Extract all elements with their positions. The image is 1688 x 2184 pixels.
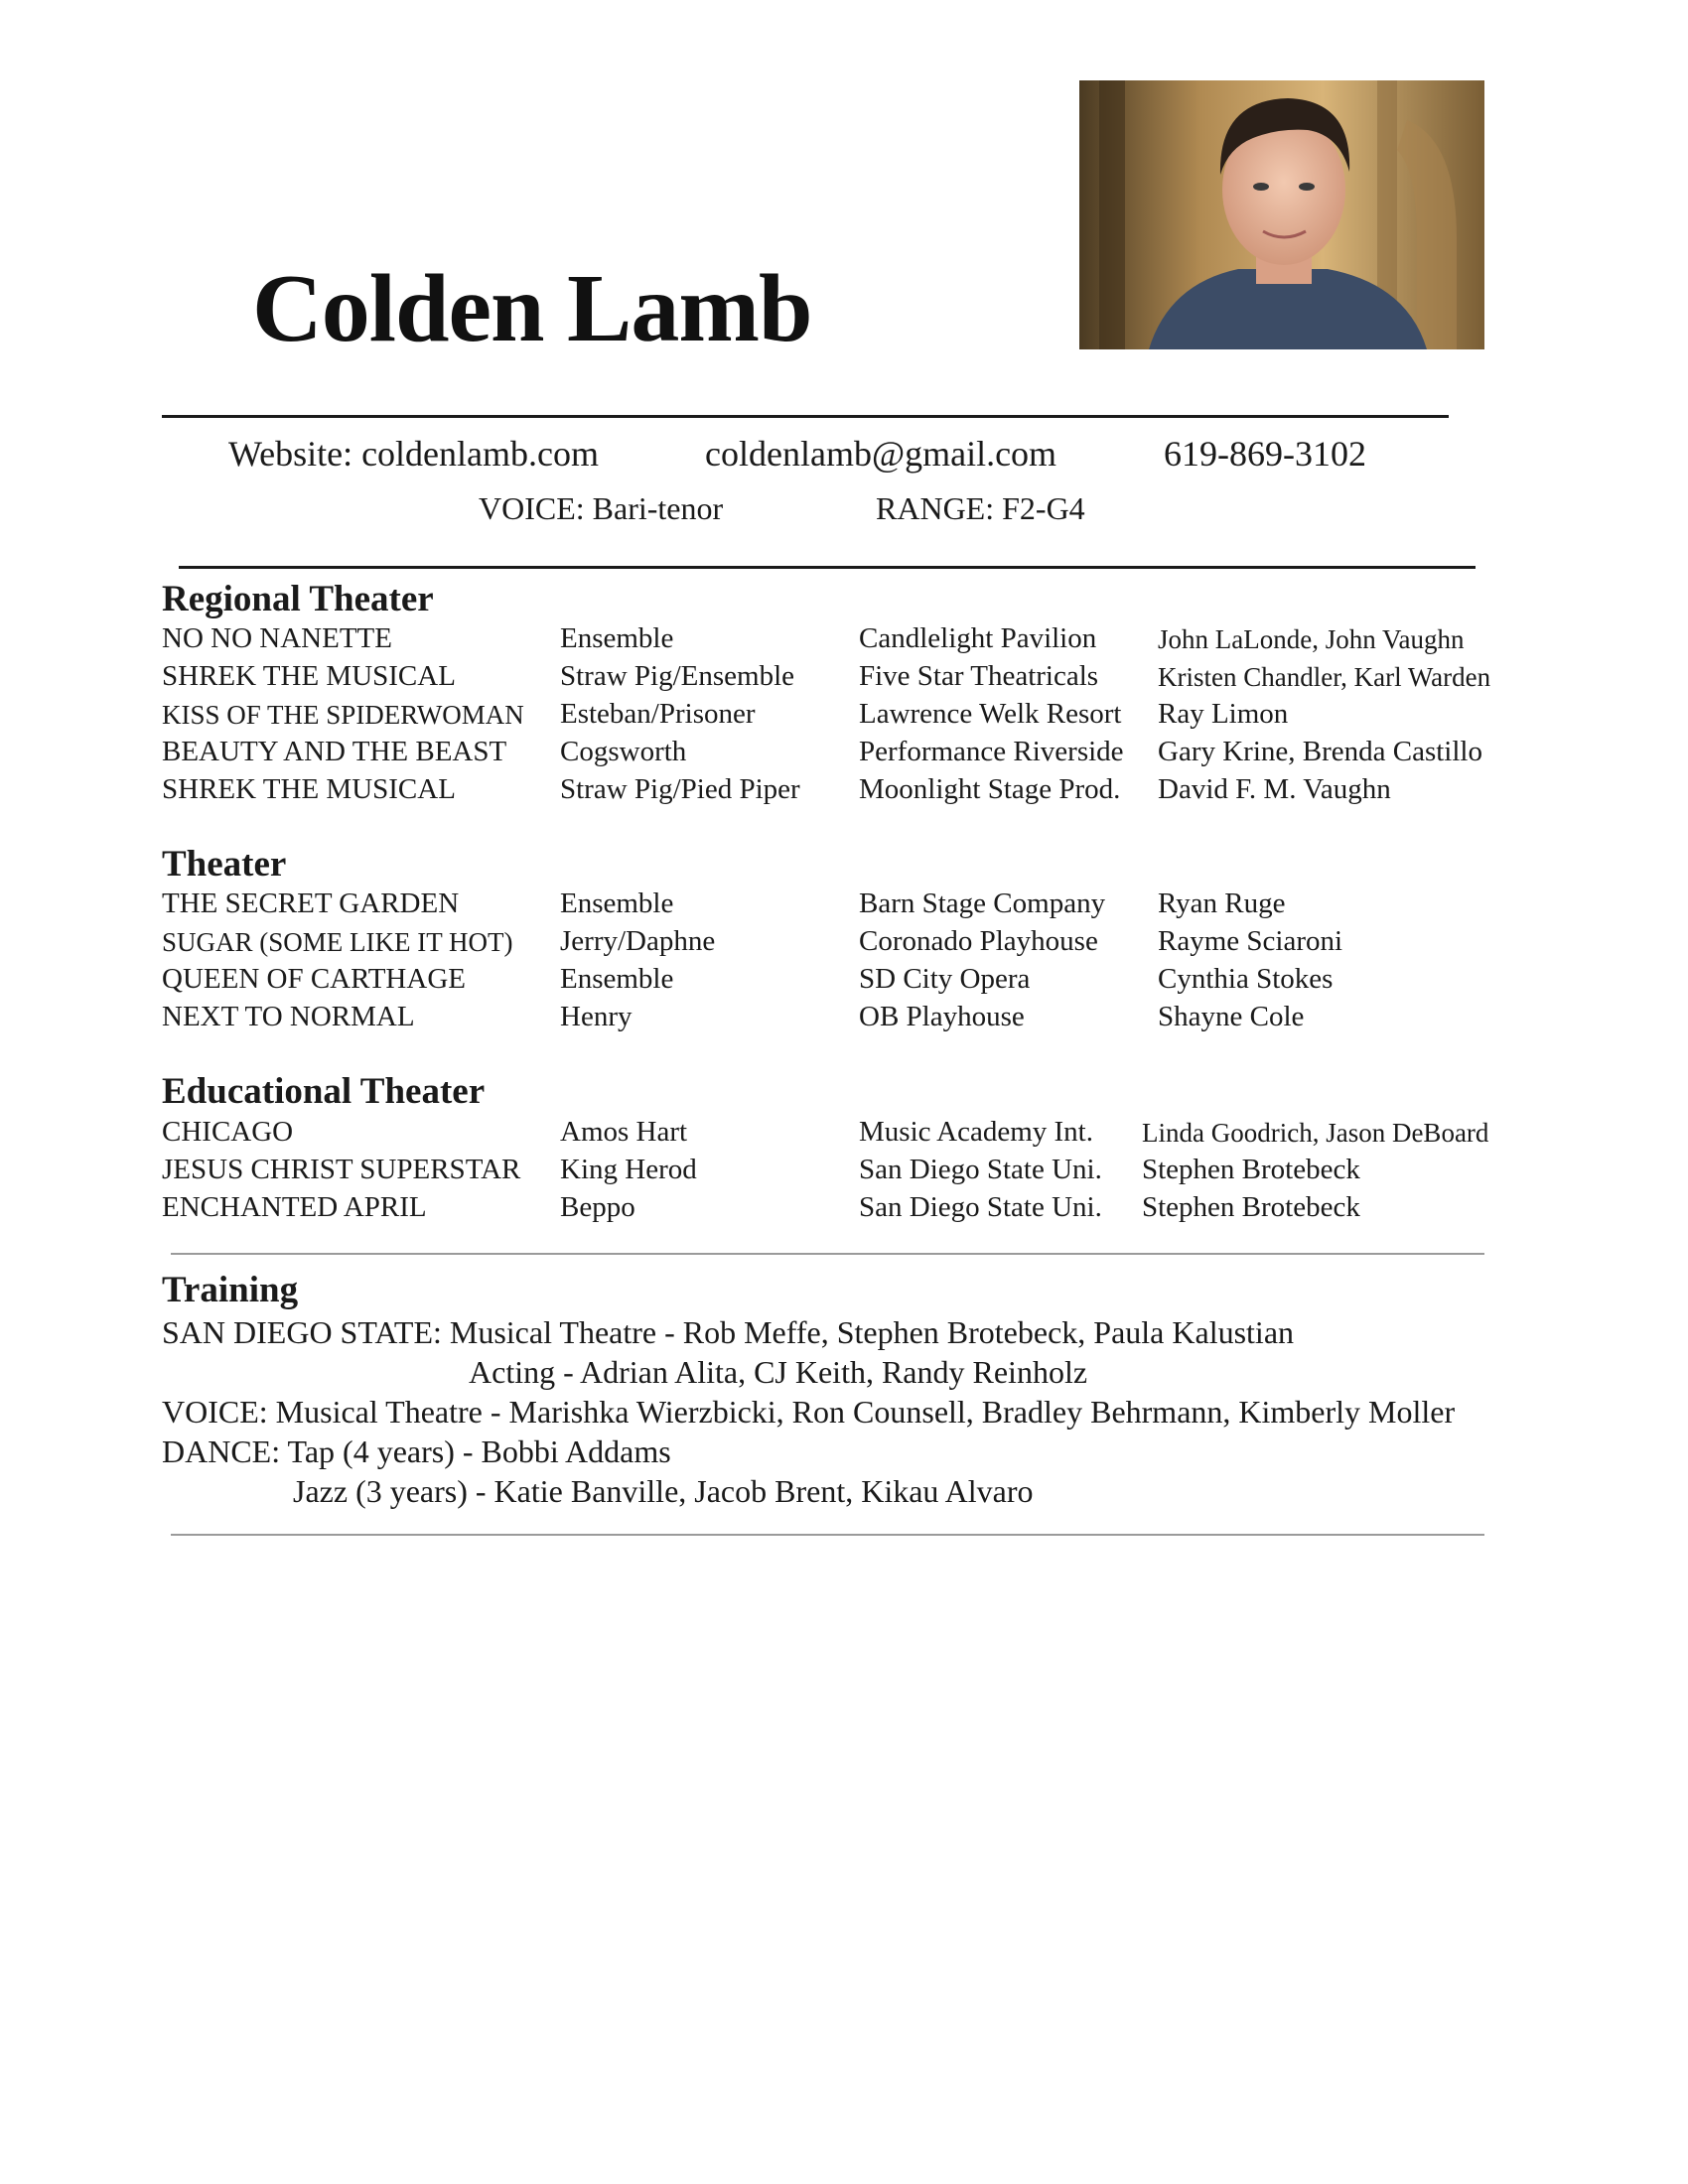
cell-show-title: CHICAGO bbox=[162, 1116, 294, 1148]
voice-type-text: VOICE: Bari-tenor bbox=[479, 490, 724, 526]
cell-company: Moonlight Stage Prod. bbox=[859, 773, 1121, 805]
cell-show-title: SHREK THE MUSICAL bbox=[162, 773, 456, 805]
cell-show-title: NO NO NANETTE bbox=[162, 622, 392, 654]
cell-company: San Diego State Uni. bbox=[859, 1191, 1102, 1223]
training-line: VOICE: Musical Theatre - Marishka Wierzbicki, Ron Counsell, Bradley Behrmann, Kimberly Moller bbox=[162, 1394, 1456, 1430]
divider bbox=[171, 1253, 1484, 1255]
cell-company: Coronado Playhouse bbox=[859, 925, 1098, 957]
cell-show-title: JESUS CHRIST SUPERSTAR bbox=[162, 1154, 521, 1185]
cell-role: Straw Pig/Pied Piper bbox=[560, 773, 800, 805]
cell-director: Ryan Ruge bbox=[1158, 887, 1286, 919]
cell-role: Esteban/Prisoner bbox=[560, 698, 756, 730]
section-title-theater: Theater bbox=[162, 844, 287, 885]
cell-show-title: SHREK THE MUSICAL bbox=[162, 660, 456, 692]
training-line: Acting - Adrian Alita, CJ Keith, Randy Reinholz bbox=[469, 1354, 1088, 1390]
training-line: Jazz (3 years) - Katie Banville, Jacob Brent, Kikau Alvaro bbox=[293, 1473, 1034, 1509]
cell-show-title: QUEEN OF CARTHAGE bbox=[162, 963, 466, 995]
training-line: DANCE: Tap (4 years) - Bobbi Addams bbox=[162, 1433, 671, 1469]
cell-director: Kristen Chandler, Karl Warden bbox=[1158, 662, 1491, 692]
cell-company: OB Playhouse bbox=[859, 1001, 1025, 1032]
cell-show-title: SUGAR (SOME LIKE IT HOT) bbox=[162, 927, 513, 957]
divider bbox=[171, 1534, 1484, 1536]
cell-company: Candlelight Pavilion bbox=[859, 622, 1097, 654]
email-text: coldenlamb@gmail.com bbox=[705, 434, 1057, 474]
cell-director: Ray Limon bbox=[1158, 698, 1289, 730]
cell-company: Lawrence Welk Resort bbox=[859, 698, 1122, 730]
cell-role: Ensemble bbox=[560, 963, 674, 995]
cell-director: Shayne Cole bbox=[1158, 1001, 1305, 1032]
cell-role: King Herod bbox=[560, 1154, 697, 1185]
cell-show-title: ENCHANTED APRIL bbox=[162, 1191, 427, 1223]
section-title-regional: Regional Theater bbox=[162, 579, 434, 619]
section-title-training: Training bbox=[162, 1270, 299, 1310]
cell-director: Stephen Brotebeck bbox=[1142, 1191, 1360, 1223]
cell-director: Gary Krine, Brenda Castillo bbox=[1158, 736, 1482, 767]
cell-director: Stephen Brotebeck bbox=[1142, 1154, 1360, 1185]
phone-text: 619-869-3102 bbox=[1164, 434, 1366, 474]
cell-director: John LaLonde, John Vaughn bbox=[1158, 624, 1465, 654]
cell-show-title: NEXT TO NORMAL bbox=[162, 1001, 415, 1032]
cell-director: Rayme Sciaroni bbox=[1158, 925, 1343, 957]
cell-company: SD City Opera bbox=[859, 963, 1031, 995]
page-title: Colden Lamb bbox=[252, 255, 812, 362]
cell-company: Barn Stage Company bbox=[859, 887, 1106, 919]
cell-company: Five Star Theatricals bbox=[859, 660, 1099, 692]
cell-show-title: THE SECRET GARDEN bbox=[162, 887, 460, 919]
range-text: RANGE: F2-G4 bbox=[876, 490, 1085, 526]
cell-company: Music Academy Int. bbox=[859, 1116, 1093, 1148]
headshot-photo bbox=[1079, 80, 1484, 349]
cell-director: Cynthia Stokes bbox=[1158, 963, 1334, 995]
cell-director: Linda Goodrich, Jason DeBoard bbox=[1142, 1118, 1489, 1148]
cell-show-title: BEAUTY AND THE BEAST bbox=[162, 736, 507, 767]
cell-company: San Diego State Uni. bbox=[859, 1154, 1102, 1185]
training-line: SAN DIEGO STATE: Musical Theatre - Rob Meffe, Stephen Brotebeck, Paula Kalustian bbox=[162, 1314, 1295, 1350]
section-title-educational: Educational Theater bbox=[162, 1071, 486, 1112]
cell-role: Ensemble bbox=[560, 887, 674, 919]
cell-role: Cogsworth bbox=[560, 736, 687, 767]
cell-role: Amos Hart bbox=[560, 1116, 688, 1148]
cell-director: David F. M. Vaughn bbox=[1158, 773, 1391, 805]
divider bbox=[179, 566, 1476, 569]
cell-role: Henry bbox=[560, 1001, 633, 1032]
cell-role: Ensemble bbox=[560, 622, 674, 654]
website-text: Website: coldenlamb.com bbox=[228, 434, 599, 474]
divider bbox=[162, 415, 1449, 418]
cell-role: Jerry/Daphne bbox=[560, 925, 716, 957]
cell-company: Performance Riverside bbox=[859, 736, 1124, 767]
cell-role: Straw Pig/Ensemble bbox=[560, 660, 795, 692]
cell-show-title: KISS OF THE SPIDERWOMAN bbox=[162, 700, 524, 730]
cell-role: Beppo bbox=[560, 1191, 635, 1223]
